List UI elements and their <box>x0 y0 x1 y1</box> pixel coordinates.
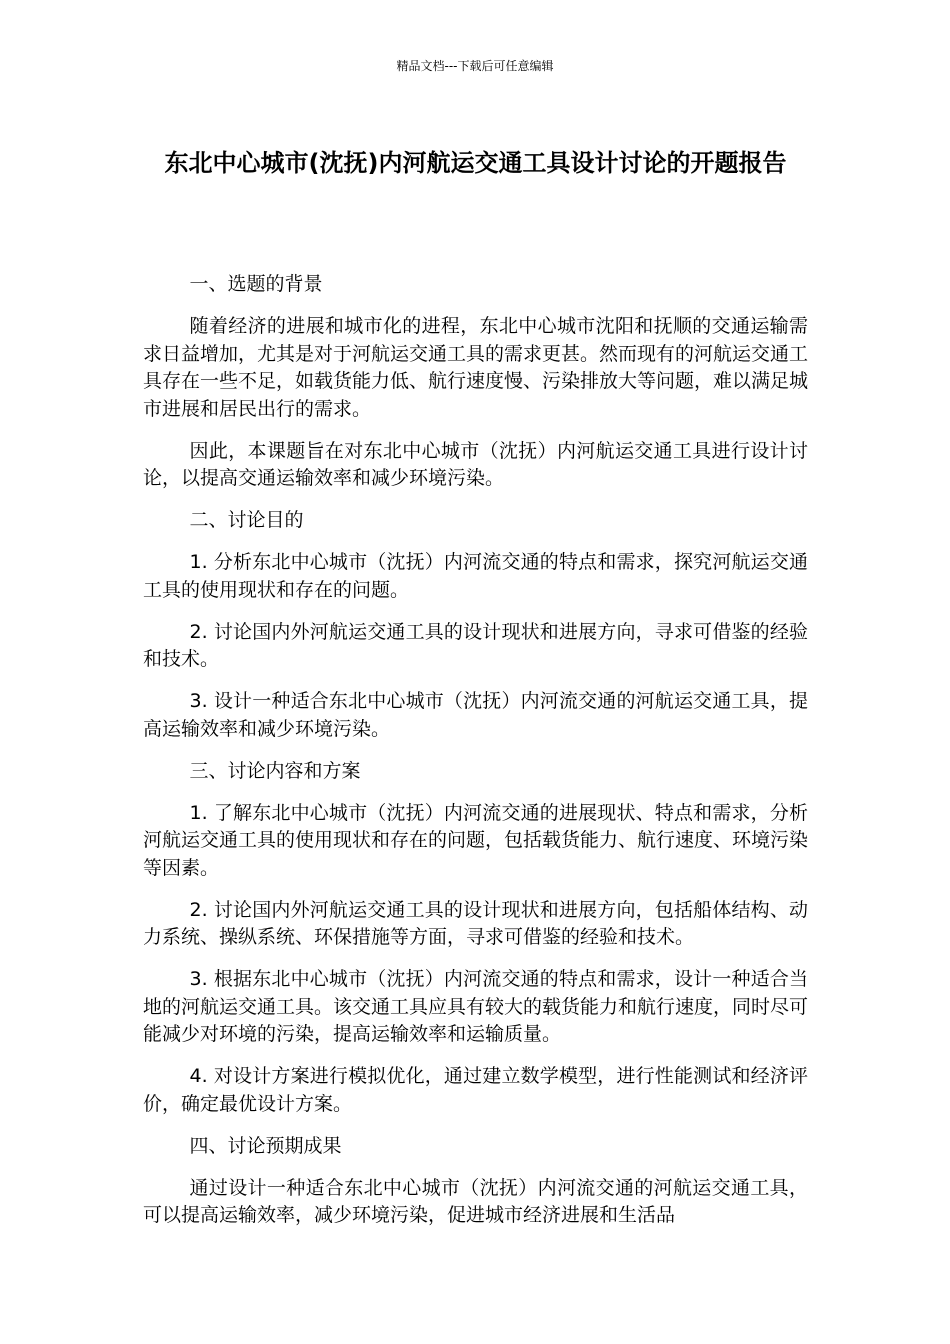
paragraph: 3. 根据东北中心城市（沈抚）内河流交通的特点和需求，设计一种适合当地的河航运交通工具。该交通工具应具有较大的载货能力和航行速度，同时尽可能减少对环境的污染，提高运输效率和运输质量。 <box>143 968 809 1045</box>
paragraph: 因此，本课题旨在对东北中心城市（沈抚）内河航运交通工具进行设计讨论，以提高交通运输效率和减少环境污染。 <box>143 439 808 489</box>
paragraph: 1. 分析东北中心城市（沈抚）内河流交通的特点和需求，探究河航运交通工具的使用现状和存在的问题。 <box>143 551 808 601</box>
paragraph: 1. 了解东北中心城市（沈抚）内河流交通的进展现状、特点和需求，分析河航运交通工具的使用现状和存在的问题，包括载货能力、航行速度、环境污染等因素。 <box>143 801 809 879</box>
paragraph: 通过设计一种适合东北中心城市（沈抚）内河流交通的河航运交通工具，可以提高运输效率，减少环境污染，促进城市经济进展和生活品 <box>143 1176 808 1226</box>
paragraph: 4. 对设计方案进行模拟优化，通过建立数学模型，进行性能测试和经济评价，确定最优设计方案。 <box>143 1065 808 1115</box>
paragraph: 2. 讨论国内外河航运交通工具的设计现状和进展方向，包括船体结构、动力系统、操纵系统、环保措施等方面，寻求可借鉴的经验和技术。 <box>143 898 808 948</box>
paragraph: 随着经济的进展和城市化的进程，东北中心城市沈阳和抚顺的交通运输需求日益增加，尤其是对于河航运交通工具的需求更甚。然而现有的河航运交通工具存在一些不足，如载货能力低、航行速度慢、污染排放大等问题，难以满足城市进展和居民出行的需求。 <box>143 315 809 420</box>
document-body <box>143 271 808 1244</box>
section-heading: 四、讨论预期成果 <box>189 1134 342 1157</box>
document-title: 东北中心城市(沈抚)内河航运交通工具设计讨论的开题报告 <box>164 149 787 177</box>
page-header-note: 精品文档---下载后可任意编辑 <box>396 59 554 73</box>
section-heading: 一、选题的背景 <box>189 273 323 295</box>
section-heading: 三、讨论内容和方案 <box>189 759 361 782</box>
paragraph: 2. 讨论国内外河航运交通工具的设计现状和进展方向，寻求可借鉴的经验和技术。 <box>143 620 808 670</box>
paragraph: 3. 设计一种适合东北中心城市（沈抚）内河流交通的河航运交通工具，提高运输效率和减少环境污染。 <box>143 690 808 740</box>
section-heading: 二、讨论目的 <box>189 509 304 531</box>
